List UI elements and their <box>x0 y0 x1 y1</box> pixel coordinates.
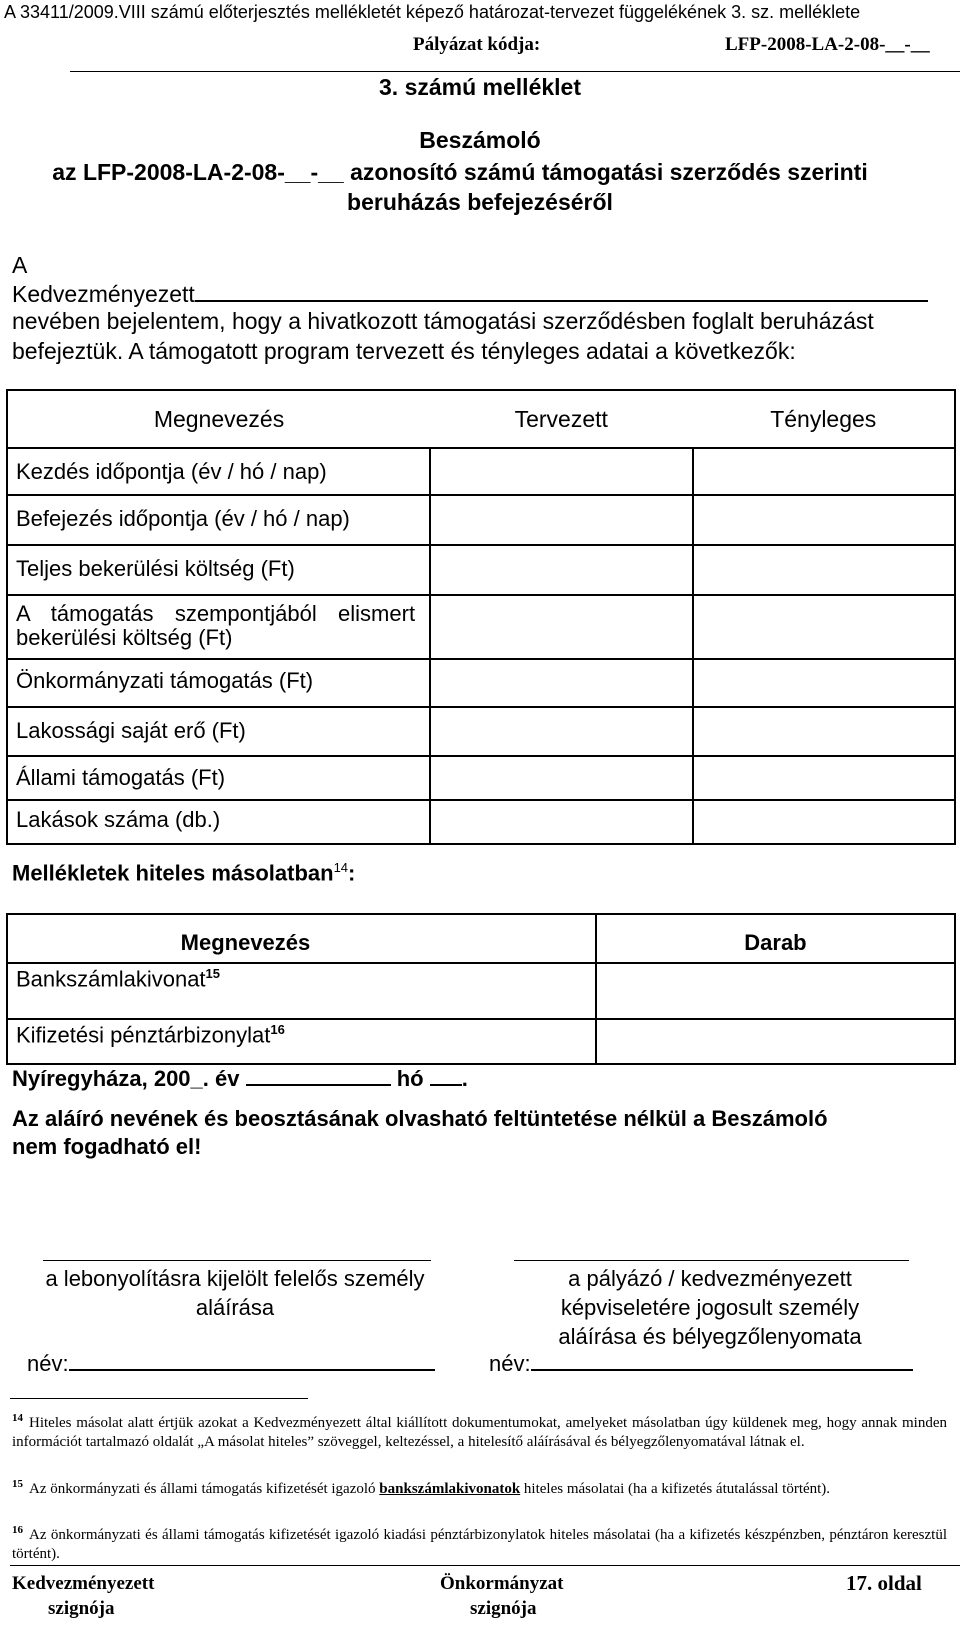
left-name-blank[interactable] <box>69 1367 435 1371</box>
attachment-label <box>7 1019 596 1064</box>
right-signature-line2: képviseletére jogosult személy <box>560 1295 860 1320</box>
planned-cell[interactable] <box>430 659 692 707</box>
attachments-heading <box>12 860 355 886</box>
row-label: Lakossági saját erő (Ft) <box>7 707 430 756</box>
place-date-prefix: Nyíregyháza, 200_. év <box>12 1066 240 1091</box>
footnote-16 <box>12 1521 947 1563</box>
beneficiary-blank <box>195 298 928 302</box>
warning-line1: Az aláíró nevének és beosztásának olvasható feltüntetése nélkül a Beszámoló <box>12 1106 828 1131</box>
footnote-separator <box>10 1398 308 1399</box>
table-row <box>7 448 955 495</box>
right-name-field <box>489 1351 913 1377</box>
attachments-heading-text: Mellékletek hiteles másolatban <box>12 860 334 886</box>
actual-cell[interactable] <box>693 495 956 545</box>
planned-cell[interactable] <box>430 448 692 495</box>
actual-cell[interactable] <box>693 448 956 495</box>
report-subtitle-line: az LFP-2008-LA-2-08-__-__ azonosító számú támogatási szerződés szerinti <box>52 159 868 185</box>
place-date-suffix: . <box>461 1066 468 1091</box>
attachment-row <box>7 963 955 1019</box>
planned-cell[interactable] <box>430 756 692 800</box>
actual-cell[interactable] <box>693 595 956 659</box>
footer-rule <box>10 1565 960 1566</box>
row-label: A támogatás szempontjából elismert bekerülési költség (Ft) <box>7 595 430 659</box>
application-code-value: LFP-2008-LA-2-08-__-__ <box>725 34 930 55</box>
footnote-14-text: Hiteles másolat alatt értjük azokat a Kedvezményezett által kiállított dokumentumokat, amelyeket másolatban úgy küldenek meg, hogy annak minden információt tartalmazó oldalát „A másolat hiteles” szöveggel, keltezéssel, a hitelesítő aláírásával és bélyegzőlenyomatával látnak el. <box>12 1415 947 1450</box>
table-row <box>7 800 955 844</box>
actual-cell[interactable] <box>693 659 956 707</box>
table-row <box>7 595 955 659</box>
footnote-ref-15[interactable]: 15 <box>205 966 221 981</box>
report-subtitle-line2: beruházás befejezéséről <box>347 189 613 215</box>
footer-mid-line1: Önkormányzat <box>440 1573 564 1594</box>
row-label: Állami támogatás (Ft) <box>7 756 430 800</box>
right-signature-caption <box>485 1264 935 1351</box>
table-row <box>7 545 955 595</box>
annex-title: 3. számú melléklet <box>379 74 581 100</box>
table-row <box>7 756 955 800</box>
right-signature-line <box>514 1260 909 1261</box>
actual-cell[interactable] <box>693 545 956 595</box>
actual-cell[interactable] <box>693 800 956 844</box>
report-title: Beszámoló <box>419 127 541 153</box>
footnote-16-text: Az önkormányzati és állami támogatás kifizetését igazoló kiadási pénztárbizonylatok hiteles másolatai (ha a kifizetés készpénzben, pénztáron keresztül történt). <box>12 1527 947 1562</box>
right-signature-line3: aláírása és bélyegzőlenyomata <box>558 1324 862 1349</box>
actual-cell[interactable] <box>693 707 956 756</box>
left-signature-line2: aláírása <box>195 1295 275 1320</box>
left-name-field <box>27 1351 435 1377</box>
footer-left-line2: szignója <box>48 1598 115 1619</box>
footnote-ref-16[interactable]: 16 <box>270 1022 285 1037</box>
warning-line2: nem fogadható el! <box>12 1134 202 1159</box>
footnote-14 <box>12 1409 947 1451</box>
place-date-line <box>12 1066 468 1092</box>
intro-a: A <box>12 252 28 278</box>
right-name-label: név: <box>489 1351 531 1376</box>
planned-cell[interactable] <box>430 707 692 756</box>
footnote-14-number: 14 <box>12 1412 23 1424</box>
application-code-label: Pályázat kódja: <box>413 34 541 55</box>
col-actual-header: Tényleges <box>693 390 956 448</box>
footer-mid-line2: szignója <box>470 1598 537 1619</box>
planned-cell[interactable] <box>430 495 692 545</box>
footnote-15-pre: Az önkormányzati és állami támogatás kifizetését igazoló <box>29 1481 376 1497</box>
running-header: A 33411/2009.VIII számú előterjesztés mellékletét képező határozat-tervezet függelékének 3. sz. melléklete <box>4 2 861 22</box>
attachment-row <box>7 1019 955 1064</box>
attachment-label <box>7 963 596 1019</box>
right-signature-line1: a pályázó / kedvezményezett <box>568 1266 852 1291</box>
header-rule <box>70 71 960 72</box>
table-row <box>7 659 955 707</box>
col-name-header: Megnevezés <box>7 390 430 448</box>
footnote-15-emphasis: bankszámlakivonatok <box>379 1481 521 1497</box>
col-planned-header: Tervezett <box>430 390 692 448</box>
footnote-ref-14[interactable]: 14 <box>333 860 349 875</box>
footnote-16-number: 16 <box>12 1524 23 1536</box>
place-date-month: hó <box>396 1066 424 1091</box>
footer-left-line1: Kedvezményezett <box>12 1573 155 1594</box>
footnote-15-number: 15 <box>12 1478 23 1490</box>
row-label: Befejezés időpontja (év / hó / nap) <box>7 495 430 545</box>
right-name-blank[interactable] <box>531 1367 913 1371</box>
planned-cell[interactable] <box>430 545 692 595</box>
attachment-name: Bankszámlakivonat <box>16 966 206 992</box>
intro-announce: nevében bejelentem, hogy a hivatkozott támogatási szerződésben foglalt beruházást <box>12 308 874 334</box>
month-blank[interactable] <box>246 1082 391 1086</box>
attachments-col-count: Darab <box>596 914 955 963</box>
footer-page-number: 17. oldal <box>846 1571 922 1595</box>
footer-municipality-initials <box>440 1571 564 1621</box>
left-signature-caption <box>10 1264 460 1322</box>
attachment-count-cell[interactable] <box>596 963 955 1019</box>
attachment-name: Kifizetési pénztárbizonylat <box>16 1022 271 1048</box>
project-data-table <box>6 389 956 845</box>
attachment-count-cell[interactable] <box>596 1019 955 1064</box>
table-row <box>7 707 955 756</box>
table-row <box>7 495 955 545</box>
footer-beneficiary-initials <box>12 1571 154 1621</box>
attachments-col-name: Megnevezés <box>7 914 596 963</box>
left-name-label: név: <box>27 1351 69 1376</box>
attachments-heading-colon: : <box>348 860 356 886</box>
attachments-header-row <box>7 914 955 963</box>
table-header-row <box>7 390 955 448</box>
row-label: Kezdés időpontja (év / hó / nap) <box>7 448 430 495</box>
row-label: Teljes bekerülési költség (Ft) <box>7 545 430 595</box>
day-blank[interactable] <box>430 1082 462 1086</box>
footnote-15 <box>12 1475 947 1499</box>
row-label: Önkormányzati támogatás (Ft) <box>7 659 430 707</box>
left-signature-line1: a lebonyolításra kijelölt felelős személy <box>45 1266 425 1291</box>
left-signature-line <box>43 1260 431 1261</box>
footnote-15-post: hiteles másolatai (ha a kifizetés átutalással történt). <box>523 1481 831 1497</box>
intro-finished: befejeztük. A támogatott program tervezett és tényleges adatai a következők: <box>12 338 796 364</box>
planned-cell[interactable] <box>430 800 692 844</box>
row-label: Lakások száma (db.) <box>7 800 430 844</box>
actual-cell[interactable] <box>693 756 956 800</box>
planned-cell[interactable] <box>430 595 692 659</box>
beneficiary-label: Kedvezményezett <box>12 281 195 307</box>
beneficiary-line <box>12 281 928 308</box>
attachments-table <box>6 913 956 1065</box>
